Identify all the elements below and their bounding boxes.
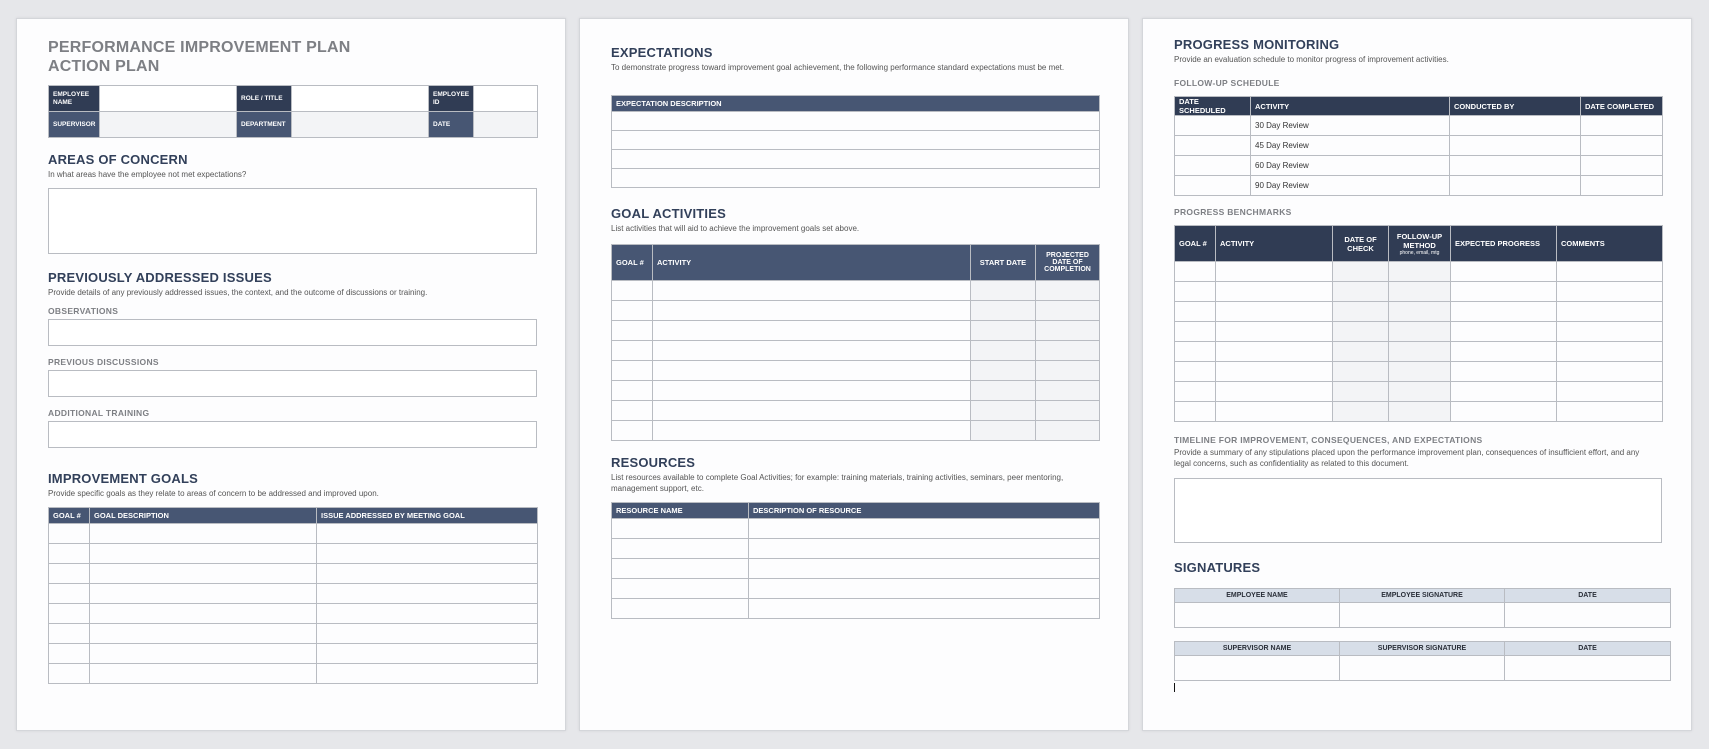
table-row [612, 361, 1100, 381]
supervisor-label: SUPERVISOR [49, 112, 100, 138]
col-follow-up-method: FOLLOW-UP METHOD phone, email, mtg [1389, 226, 1451, 262]
table-row [612, 579, 1100, 599]
table-row [612, 539, 1100, 559]
signatures-heading: SIGNATURES [1174, 560, 1261, 575]
text-cursor [1174, 683, 1175, 692]
supervisor-name-field[interactable] [1175, 656, 1340, 681]
table-row [1175, 176, 1663, 196]
table-row [1175, 302, 1663, 322]
col-goal-number: GOAL # [1175, 226, 1216, 262]
observations-label: OBSERVATIONS [48, 306, 119, 316]
table-row [612, 169, 1100, 188]
table-row [49, 644, 538, 664]
previously-addressed-heading: PREVIOUSLY ADDRESSED ISSUES [48, 270, 272, 285]
resources-table [611, 502, 1100, 619]
previous-discussions-label: PREVIOUS DISCUSSIONS [48, 357, 159, 367]
col-supervisor-name: SUPERVISOR NAME [1175, 642, 1340, 656]
role-title-label: ROLE / TITLE [237, 86, 292, 112]
table-row [612, 599, 1100, 619]
table-row [49, 564, 538, 584]
employee-id-label: EMPLOYEE ID [429, 86, 474, 112]
col-comments: COMMENTS [1557, 226, 1663, 262]
table-row [49, 624, 538, 644]
progress-benchmarks-table [1174, 225, 1663, 422]
expectations-description: To demonstrate progress toward improvement goal achievement, the following performance standard expectations must be met. [611, 63, 1065, 72]
col-conducted-by: CONDUCTED BY [1450, 97, 1581, 116]
table-row [49, 544, 538, 564]
progress-benchmarks-label: PROGRESS BENCHMARKS [1174, 207, 1292, 217]
employee-signature-table [1174, 588, 1671, 628]
col-activity: ACTIVITY [653, 245, 971, 281]
goal-activities-heading: GOAL ACTIVITIES [611, 206, 726, 221]
resources-heading: RESOURCES [611, 455, 696, 470]
supervisor-field[interactable] [100, 112, 237, 138]
col-projected-completion: PROJECTED DATE OF COMPLETION [1036, 245, 1100, 281]
table-row [1175, 362, 1663, 382]
department-field[interactable] [292, 112, 429, 138]
table-row [1175, 136, 1663, 156]
previous-discussions-box[interactable] [48, 370, 537, 397]
table-row [612, 301, 1100, 321]
col-supervisor-signature: SUPERVISOR SIGNATURE [1340, 642, 1505, 656]
col-resource-description: DESCRIPTION OF RESOURCE [749, 503, 1100, 519]
table-row [612, 131, 1100, 150]
col-date-completed: DATE COMPLETED [1581, 97, 1663, 116]
table-row [1175, 382, 1663, 402]
col-goal-number: GOAL # [612, 245, 653, 281]
col-expectation-description: EXPECTATION DESCRIPTION [612, 96, 1100, 112]
col-activity: ACTIVITY [1251, 97, 1450, 116]
timeline-heading: TIMELINE FOR IMPROVEMENT, CONSEQUENCES, AND EXPECTATIONS [1174, 435, 1483, 445]
table-row [49, 664, 538, 684]
additional-training-box[interactable] [48, 421, 537, 448]
table-row [612, 150, 1100, 169]
method-note: phone, email, mtg [1399, 249, 1440, 256]
table-row [49, 584, 538, 604]
table-row [612, 421, 1100, 441]
date-field[interactable] [474, 112, 538, 138]
col-goal-description: GOAL DESCRIPTION [90, 508, 317, 524]
table-row [1175, 322, 1663, 342]
areas-of-concern-heading: AREAS OF CONCERN [48, 152, 188, 167]
review-45: 45 Day Review [1251, 136, 1450, 156]
col-activity: ACTIVITY [1216, 226, 1333, 262]
review-90: 90 Day Review [1251, 176, 1450, 196]
table-row [1175, 603, 1671, 628]
col-employee-signature: EMPLOYEE SIGNATURE [1340, 589, 1505, 603]
col-employee-name: EMPLOYEE NAME [1175, 589, 1340, 603]
table-row [49, 604, 538, 624]
timeline-description: Provide a summary of any stipulations placed upon the performance improvement plan, consequences of insufficient effort, and any legal concerns, such as confidentiality as related to this document. [1174, 448, 1640, 468]
date-label: DATE [429, 112, 474, 138]
expectations-heading: EXPECTATIONS [611, 45, 713, 60]
improvement-goals-heading: IMPROVEMENT GOALS [48, 471, 199, 486]
table-row [1175, 156, 1663, 176]
table-row [612, 112, 1100, 131]
employee-name-field[interactable] [100, 86, 237, 112]
progress-monitoring-description: Provide an evaluation schedule to monitor progress of improvement activities. [1174, 55, 1449, 64]
col-date-of-check: DATE OF CHECK [1333, 226, 1389, 262]
page-3 [1142, 18, 1692, 731]
areas-of-concern-box[interactable] [48, 188, 537, 254]
col-date-scheduled: DATE SCHEDULED [1175, 97, 1251, 116]
document-title: PERFORMANCE IMPROVEMENT PLAN ACTION PLAN [48, 39, 351, 75]
page-2 [579, 18, 1129, 731]
table-row [49, 524, 538, 544]
additional-training-label: ADDITIONAL TRAINING [48, 408, 150, 418]
areas-of-concern-description: In what areas have the employee not met expectations? [48, 170, 247, 179]
table-row [1175, 262, 1663, 282]
table-row [1175, 342, 1663, 362]
employee-signature-field[interactable] [1340, 603, 1505, 628]
table-row [612, 519, 1100, 539]
col-supervisor-date: DATE [1505, 642, 1671, 656]
col-goal-number: GOAL # [49, 508, 90, 524]
timeline-box[interactable] [1174, 478, 1662, 543]
table-row [1175, 402, 1663, 422]
col-employee-date: DATE [1505, 589, 1671, 603]
table-row [1175, 282, 1663, 302]
table-row [1175, 656, 1671, 681]
resources-description: List resources available to complete Goal Activities; for example: training materials, training activities, seminars, peer mentoring, management support, etc. [611, 473, 1064, 493]
supervisor-date-field[interactable] [1505, 656, 1671, 681]
progress-monitoring-heading: PROGRESS MONITORING [1174, 37, 1340, 52]
employee-id-field[interactable] [474, 86, 538, 112]
col-expected-progress: EXPECTED PROGRESS [1451, 226, 1557, 262]
role-title-field[interactable] [292, 86, 429, 112]
page-1 [16, 18, 566, 731]
table-row [612, 559, 1100, 579]
supervisor-signature-table [1174, 641, 1671, 681]
employee-name-field[interactable] [1175, 603, 1340, 628]
table-row [612, 281, 1100, 301]
employee-date-field[interactable] [1505, 603, 1671, 628]
employee-name-label: EMPLOYEE NAME [49, 86, 100, 112]
table-row [612, 381, 1100, 401]
follow-up-schedule-table [1174, 96, 1663, 196]
improvement-goals-table [48, 507, 538, 684]
improvement-goals-description: Provide specific goals as they relate to areas of concern to be addressed and improved upon. [48, 489, 379, 498]
goal-activities-description: List activities that will aid to achieve the improvement goals set above. [611, 224, 860, 233]
follow-up-schedule-label: FOLLOW-UP SCHEDULE [1174, 78, 1280, 88]
col-issue-addressed: ISSUE ADDRESSED BY MEETING GOAL [317, 508, 538, 524]
review-30: 30 Day Review [1251, 116, 1450, 136]
col-resource-name: RESOURCE NAME [612, 503, 749, 519]
observations-box[interactable] [48, 319, 537, 346]
goal-activities-table [611, 244, 1100, 441]
col-start-date: START DATE [971, 245, 1036, 281]
supervisor-signature-field[interactable] [1340, 656, 1505, 681]
previously-addressed-description: Provide details of any previously addressed issues, the context, and the outcome of discussions or training. [48, 288, 428, 297]
table-row [612, 321, 1100, 341]
expectations-table [611, 95, 1100, 188]
employee-info-table [48, 85, 538, 138]
table-row [612, 401, 1100, 421]
table-row [1175, 116, 1663, 136]
table-row [612, 341, 1100, 361]
review-60: 60 Day Review [1251, 156, 1450, 176]
department-label: DEPARTMENT [237, 112, 292, 138]
